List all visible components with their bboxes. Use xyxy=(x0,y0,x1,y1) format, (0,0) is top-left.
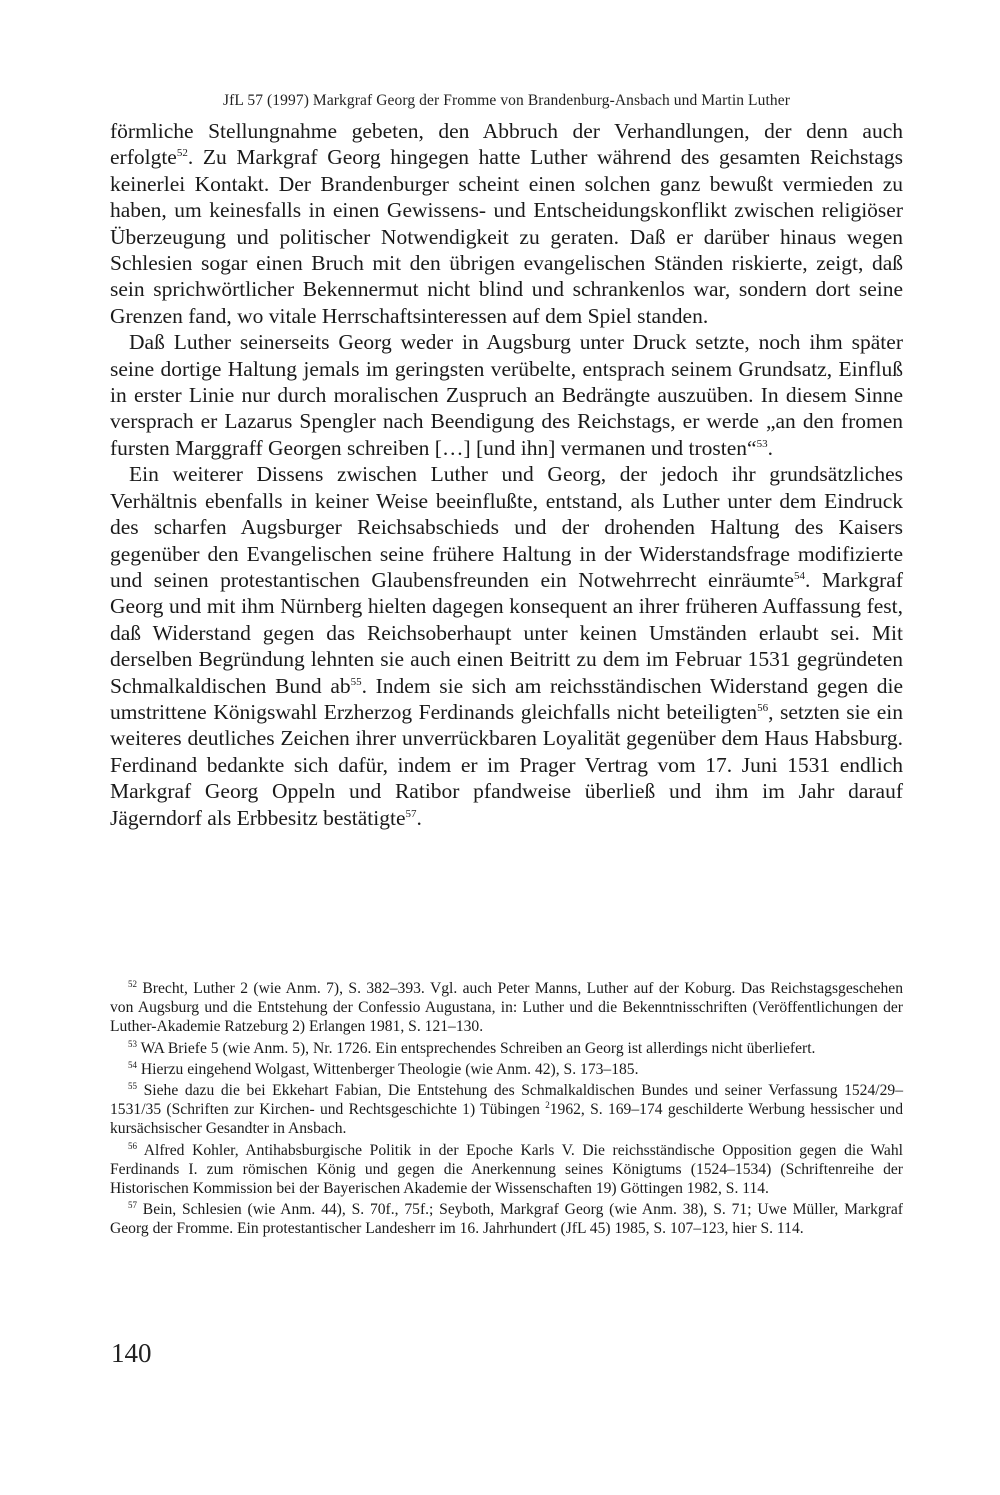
footnote-text: Hierzu eingehend Wolgast, Wittenberger Theologie (wie Anm. 42), S. 173–185. xyxy=(137,1060,639,1078)
footnote-57 xyxy=(110,1200,903,1238)
footnote-number: 52 xyxy=(128,979,137,989)
footnote-ref-56[interactable]: 56 xyxy=(757,701,769,714)
page-number: 140 xyxy=(111,1338,152,1368)
paragraph-2-text-a: Daß Luther seinerseits Georg weder in Augsburg unter Druck setzte, noch ihm später seine dortige Haltung jemals im geringsten verübelte, entsprach seinem Grundsatz, Einfluß in erster Linie nur durch moralischen Zuspruch an Bedrängte auszuüben. In diesem Sinne versprach er Lazarus Spengler nach Beendigung des Reichstags, er werde „an den fromen fursten Marggraff Georgen schreiben […] [und ihn] vermanen und trosten“ xyxy=(110,330,903,460)
footnotes-section xyxy=(110,979,903,1241)
footnote-text: Alfred Kohler, Antihabsburgische Politik in der Epoche Karls V. Die reichsständische Opposition gegen die Wahl Ferdinands I. zum römischen König und gegen die Anerkennung seines Königtums (1524–1534) (Schriftenreihe der Historischen Kommission bei der Bayerischen Akademie der Wissenschaften 19) Göttingen 1982, S. 114. xyxy=(110,1141,903,1198)
paragraph-3-text-e: . xyxy=(416,805,422,830)
paragraph-3 xyxy=(110,461,903,831)
footnote-54 xyxy=(110,1060,903,1079)
paragraph-2-text-b: . xyxy=(767,435,773,460)
paragraph-3-text-a: Ein weiterer Dissens zwischen Luther und Georg, der jedoch ihr grundsätzliches Verhältnis ebenfalls in keiner Weise beeinflußte, entstand, als Luther unter dem Eindruck des scharfen Augsburger Reichsabschieds und der drohenden Haltung des Kaisers gegenüber den Evangelischen seine frühere Haltung in der Widerstandsfrage modifizierte und seinen protestantischen Glaubensfreunden ein Notwehrrecht einräumte xyxy=(110,462,903,592)
footnote-number: 57 xyxy=(128,1200,137,1211)
footnote-ref-55[interactable]: 55 xyxy=(350,675,362,688)
footnote-text: Brecht, Luther 2 (wie Anm. 7), S. 382–393. Vgl. auch Peter Manns, Luther auf der Koburg. Das Reichstagsgeschehen von Augsburg und die Entstehung der Confessio Augustana, in: Luther und die Bekenntnisschriften (Veröffentlichungen der Luther-Akademie Ratzeburg 2) Erlangen 1981, S. 121–130. xyxy=(110,980,903,1036)
footnote-ref-52[interactable]: 52 xyxy=(176,147,188,160)
paragraph-2 xyxy=(110,329,903,461)
footnote-number: 56 xyxy=(128,1140,137,1151)
footnote-56 xyxy=(110,1141,903,1199)
paragraph-3-text-c: . Indem sie sich am reichsständischen Widerstand gegen die umstrittene Königswahl Erzherzog Ferdinands gleichfalls nicht beteiligten xyxy=(110,673,903,724)
paragraph-3-text-d: , setzten sie ein weiteres deutliches Zeichen ihrer unverrückbaren Loyalität gegenüber dem Haus Habsburg. Ferdinand bedankte sich dafür, indem er im Prager Vertrag vom 17. Juni 1531 endlich Markgraf Georg Oppeln und Ratibor pfandweise überließ und ihm im Jahr darauf Jägerndorf als Erbbesitz bestätigte xyxy=(110,699,904,830)
footnote-ref-54[interactable]: 54 xyxy=(793,569,805,582)
footnote-ref-57[interactable]: 57 xyxy=(405,807,417,820)
footnote-text: WA Briefe 5 (wie Anm. 5), Nr. 1726. Ein entsprechendes Schreiben an Georg ist allerdings nicht überliefert. xyxy=(137,1039,816,1057)
footnote-text: Bein, Schlesien (wie Anm. 44), S. 70f., 75f.; Seyboth, Markgraf Georg (wie Anm. 38), S. 71; Uwe Müller, Markgraf Georg der Fromme. Ein protestantischer Landesherr im 16. Jahrhundert (JfL 45) 1985, S. 107–123, hier S. 114. xyxy=(110,1201,903,1238)
footnote-text-a: Siehe dazu die bei Ekkehart Fabian, Die Entstehung des Schmalkaldischen Bundes und seiner Verfassung 1524/29–1531/35 (Schriften zur Kirchen- und Rechtsgeschichte 1) Tübingen xyxy=(110,1082,903,1119)
running-head: JfL 57 (1997) Markgraf Georg der Fromme von Brandenburg-Ansbach und Martin Luther xyxy=(223,92,790,109)
footnote-number: 54 xyxy=(128,1059,137,1070)
edition-superscript: 2 xyxy=(545,1100,550,1111)
paragraph-1-text-b: . Zu Markgraf Georg hingegen hatte Luther während des gesamten Reichstags keinerlei Kontakt. Der Brandenburger scheint einen solchen ganz bewußt vermieden zu haben, um keinesfalls in einen Gewissens- und Entscheidungskonflikt zwischen religiöser Überzeugung und politischer Notwendigkeit zu geraten. Daß er darüber hinaus wegen Schlesien sogar einen Bruch mit den übrigen evangelischen Ständen riskierte, zeigt, daß sein sprichwörtlicher Bekennermut nicht blind und schrankenlos war, sondern dort seine Grenzen fand, wo vitale Herrschaftsinteressen auf dem Spiel standen. xyxy=(110,145,903,328)
footnote-text-b: 1962, S. 169–174 geschilderte Werbung hessischer und kursächsischer Gesandter in Ansbach. xyxy=(110,1101,903,1138)
footnote-52 xyxy=(110,979,903,1037)
footnote-ref-53[interactable]: 53 xyxy=(756,437,768,450)
footnote-55 xyxy=(110,1081,903,1139)
page-body xyxy=(110,92,903,831)
paragraph-3-text-b: . Markgraf Georg und mit ihm Nürnberg hielten dagegen konsequent an ihrer früheren Auffassung fest, daß Widerstand gegen das Reichsoberhaupt unter keinen Umständen erlaubt sei. Mit derselben Begründung lehnten sie auch einen Beitritt zu dem im Februar 1531 gegründeten Schmalkaldischen Bund ab xyxy=(110,567,903,698)
paragraph-1-text-a: förmliche Stellungnahme gebeten, den Abbruch der Verhandlungen, der denn auch erfolgte xyxy=(110,119,903,170)
footnote-number: 53 xyxy=(128,1038,137,1049)
footnote-number: 55 xyxy=(128,1081,137,1092)
paragraph-1 xyxy=(110,118,903,329)
footnote-53 xyxy=(110,1039,903,1058)
main-text xyxy=(110,118,903,831)
